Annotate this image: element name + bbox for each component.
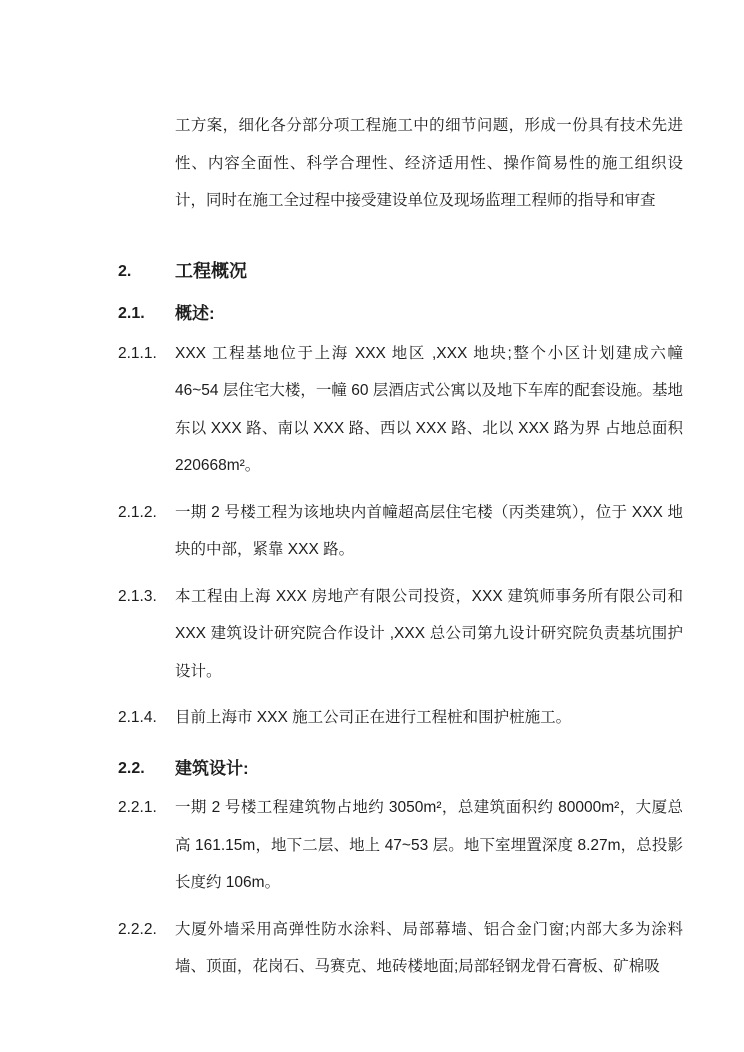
paragraph-2-2-1	[118, 789, 683, 902]
paragraph-number: 2.1.2.	[118, 503, 157, 521]
paragraph-text: 一期 2 号楼工程建筑物占地约 3050m²，总建筑面积约 80000m²，大厦总高 161.15m，地下二层、地上 47~53 层。地下室埋置深度 8.27m，总投影长度约 106m。	[175, 799, 683, 891]
paragraph-continuation	[118, 107, 683, 220]
paragraph-number: 2.1.3.	[118, 587, 157, 605]
paragraph-text: 一期 2 号楼工程为该地块内首幢超高层住宅楼（丙类建筑），位于 XXX 地块的中部，紧靠 XXX 路。	[175, 503, 683, 558]
paragraph-number: 2.2.2.	[118, 920, 157, 938]
section-title: 工程概况	[175, 260, 247, 281]
paragraph-2-1-3	[118, 578, 683, 691]
subsection-number: 2.1.	[118, 305, 145, 322]
section-heading-2	[118, 253, 683, 291]
subsection-number: 2.2.	[118, 759, 145, 777]
subsection-heading-2-2	[118, 750, 683, 788]
paragraph-text: 本工程由上海 XXX 房地产有限公司投资，XXX 建筑师事务所有限公司和 XXX 建筑设计研究院合作设计 ,XXX 总公司第九设计研究院负责基坑围护设计。	[175, 587, 683, 680]
subsection-title: 概述:	[175, 304, 215, 323]
subsection-heading-2-1	[118, 295, 683, 333]
document-body	[118, 107, 683, 995]
paragraph-text: 工方案，细化各分部分项工程施工中的细节问题，形成一份具有技术先进性、内容全面性、科学合理性、经济适用性、操作简易性的施工组织设计，同时在施工全过程中接受建设单位及现场监理工程师的指导和审查	[175, 117, 683, 209]
paragraph-number: 2.1.1.	[118, 344, 157, 362]
paragraph-2-1-4	[118, 699, 683, 737]
paragraph-2-1-1	[118, 335, 683, 485]
paragraph-2-2-2	[118, 911, 683, 986]
section-number: 2.	[118, 262, 132, 280]
paragraph-text: 目前上海市 XXX 施工公司正在进行工程桩和围护桩施工。	[175, 709, 572, 726]
paragraph-number: 2.2.1.	[118, 799, 157, 816]
subsection-title: 建筑设计:	[175, 758, 249, 778]
paragraph-text: 大厦外墙采用高弹性防水涂料、局部幕墙、铝合金门窗;内部大多为涂料墙、顶面，花岗石、马赛克、地砖楼地面;局部轻钢龙骨石膏板、矿棉吸	[175, 920, 683, 975]
paragraph-number: 2.1.4.	[118, 709, 157, 726]
paragraph-text: XXX 工程基地位于上海 XXX 地区 ,XXX 地块;整个小区计划建成六幢 46~54 层住宅大楼，一幢 60 层酒店式公寓以及地下车库的配套设施。基地东以 XXX 路、南以 XXX 路、西以 XXX 路、北以 XXX 路为界 占地总面积 220668m²。	[175, 344, 683, 474]
paragraph-2-1-2	[118, 494, 683, 569]
